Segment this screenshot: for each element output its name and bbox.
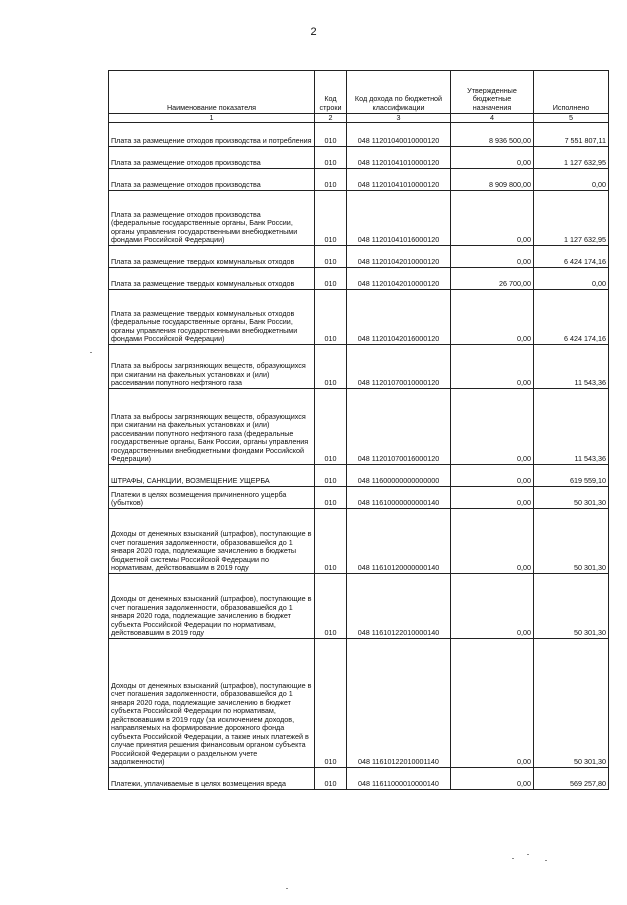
row-income-code: 048 11201040010000120 (347, 123, 451, 147)
row-executed: 50 301,30 (534, 509, 609, 574)
row-approved: 8 936 500,00 (451, 123, 534, 147)
row-executed: 0,00 (534, 268, 609, 290)
column-number: 3 (347, 114, 451, 123)
scan-speck (527, 854, 529, 855)
row-line-code: 010 (315, 147, 347, 169)
row-approved: 0,00 (451, 246, 534, 268)
table-row (109, 290, 609, 345)
scan-speck (90, 352, 92, 353)
table-row (109, 389, 609, 465)
row-executed: 50 301,30 (534, 487, 609, 509)
header-income-code: Код дохода по бюджетной классификации (347, 71, 451, 114)
table-row (109, 246, 609, 268)
row-approved: 0,00 (451, 768, 534, 790)
table-row (109, 487, 609, 509)
row-executed: 569 257,80 (534, 768, 609, 790)
row-indicator-name: Плата за выбросы загрязняющих веществ, образующихся при сжигании на факельных установках и (или) рассеивании попутного нефтяного газа (федеральные государственные органы, Банк России, органы управления государственными внебюджетными фондами Российской Федерации) (109, 389, 315, 465)
row-approved: 8 909 800,00 (451, 169, 534, 191)
row-indicator-name: Платежи в целях возмещения причиненного ущерба (убытков) (109, 487, 315, 509)
row-indicator-name: Плата за размещение твердых коммунальных отходов (109, 246, 315, 268)
table-row (109, 191, 609, 246)
row-income-code: 048 11201041010000120 (347, 169, 451, 191)
row-income-code: 048 11600000000000000 (347, 465, 451, 487)
row-indicator-name: Доходы от денежных взысканий (штрафов), поступающие в счет погашения задолженности, образовавшейся до 1 января 2020 года, подлежащие зачислению в бюджет субъекта Российской Федерации по нормативам, действовавшим в 2019 году (109, 574, 315, 639)
row-income-code: 048 11201042016000120 (347, 290, 451, 345)
row-indicator-name: Плата за размещение отходов производства (109, 147, 315, 169)
scan-speck (545, 860, 547, 861)
row-income-code: 048 11201041016000120 (347, 191, 451, 246)
row-line-code: 010 (315, 487, 347, 509)
row-line-code: 010 (315, 246, 347, 268)
row-income-code: 048 11201042010000120 (347, 268, 451, 290)
table-row (109, 639, 609, 768)
row-approved: 0,00 (451, 509, 534, 574)
row-executed: 619 559,10 (534, 465, 609, 487)
row-approved: 0,00 (451, 487, 534, 509)
row-executed: 1 127 632,95 (534, 147, 609, 169)
row-approved: 0,00 (451, 639, 534, 768)
column-number: 5 (534, 114, 609, 123)
row-line-code: 010 (315, 123, 347, 147)
row-executed: 6 424 174,16 (534, 290, 609, 345)
row-approved: 0,00 (451, 345, 534, 389)
row-indicator-name: Платежи, уплачиваемые в целях возмещения вреда (109, 768, 315, 790)
row-indicator-name: Плата за выбросы загрязняющих веществ, образующихся при сжигании на факельных установках и (или) рассеивании попутного нефтяного газа (109, 345, 315, 389)
budget-execution-table (108, 70, 609, 790)
row-approved: 0,00 (451, 574, 534, 639)
row-indicator-name: Плата за размещение отходов производства (109, 169, 315, 191)
row-indicator-name: Плата за размещение твердых коммунальных отходов (федеральные государственные органы, Банк России, органы управления государственными внебюджетными фондами Российской Федерации) (109, 290, 315, 345)
row-line-code: 010 (315, 574, 347, 639)
column-number-row (109, 114, 609, 123)
header-executed: Исполнено (534, 71, 609, 114)
row-line-code: 010 (315, 389, 347, 465)
row-executed: 50 301,30 (534, 574, 609, 639)
row-income-code: 048 11610122010001140 (347, 639, 451, 768)
row-approved: 0,00 (451, 290, 534, 345)
row-income-code: 048 11201042010000120 (347, 246, 451, 268)
row-line-code: 010 (315, 509, 347, 574)
row-income-code: 048 11201070016000120 (347, 389, 451, 465)
row-income-code: 048 11610120000000140 (347, 509, 451, 574)
header-approved: Утвержденные бюджетные назначения (451, 71, 534, 114)
scan-speck (512, 858, 514, 859)
header-indicator-name: Наименование показателя (109, 71, 315, 114)
row-indicator-name: Доходы от денежных взысканий (штрафов), поступающие в счет погашения задолженности, образовавшейся до 1 января 2020 года, подлежащие зачислению в бюджеты бюджетной системы Российской Федерации по нормативам, действовавшим в 2019 году (109, 509, 315, 574)
row-indicator-name: Плата за размещение отходов производства и потребления (109, 123, 315, 147)
header-line-code: Код строки (315, 71, 347, 114)
column-number: 4 (451, 114, 534, 123)
row-line-code: 010 (315, 191, 347, 246)
row-line-code: 010 (315, 268, 347, 290)
row-income-code: 048 11610000000000140 (347, 487, 451, 509)
scan-speck (286, 888, 288, 889)
page-number: 2 (310, 26, 317, 38)
row-approved: 0,00 (451, 465, 534, 487)
row-line-code: 010 (315, 465, 347, 487)
table-row (109, 465, 609, 487)
row-approved: 0,00 (451, 147, 534, 169)
row-indicator-name: ШТРАФЫ, САНКЦИИ, ВОЗМЕЩЕНИЕ УЩЕРБА (109, 465, 315, 487)
table-row (109, 574, 609, 639)
row-executed: 6 424 174,16 (534, 246, 609, 268)
table-row (109, 345, 609, 389)
row-line-code: 010 (315, 345, 347, 389)
table-row (109, 123, 609, 147)
column-number: 2 (315, 114, 347, 123)
row-executed: 11 543,36 (534, 389, 609, 465)
row-income-code: 048 11610122010000140 (347, 574, 451, 639)
row-approved: 26 700,00 (451, 268, 534, 290)
column-number: 1 (109, 114, 315, 123)
row-income-code: 048 11201041010000120 (347, 147, 451, 169)
row-executed: 11 543,36 (534, 345, 609, 389)
table-row (109, 147, 609, 169)
table-row (109, 509, 609, 574)
table-header-row (109, 71, 609, 114)
row-line-code: 010 (315, 639, 347, 768)
table-row (109, 768, 609, 790)
row-line-code: 010 (315, 768, 347, 790)
row-indicator-name: Плата за размещение отходов производства (федеральные государственные органы, Банк России, органы управления государственными внебюджетными фондами Российской Федерации) (109, 191, 315, 246)
row-approved: 0,00 (451, 389, 534, 465)
row-line-code: 010 (315, 290, 347, 345)
row-line-code: 010 (315, 169, 347, 191)
row-executed: 0,00 (534, 169, 609, 191)
row-executed: 50 301,30 (534, 639, 609, 768)
table-row (109, 268, 609, 290)
row-executed: 1 127 632,95 (534, 191, 609, 246)
table-row (109, 169, 609, 191)
row-executed: 7 551 807,11 (534, 123, 609, 147)
row-income-code: 048 11611000010000140 (347, 768, 451, 790)
row-indicator-name: Доходы от денежных взысканий (штрафов), поступающие в счет погашения задолженности, образовавшейся до 1 января 2020 года, подлежащие зачислению в бюджет субъекта Российской Федерации по нормативам, действовавшим в 2019 году (за исключением доходов, направляемых на формирование дорожного фонда субъекта Российской Федерации, а также иных платежей в случае принятия решения финансовым органом субъекта Российской Федерации о раздельном учете задолженности) (109, 639, 315, 768)
row-approved: 0,00 (451, 191, 534, 246)
row-indicator-name: Плата за размещение твердых коммунальных отходов (109, 268, 315, 290)
row-income-code: 048 11201070010000120 (347, 345, 451, 389)
